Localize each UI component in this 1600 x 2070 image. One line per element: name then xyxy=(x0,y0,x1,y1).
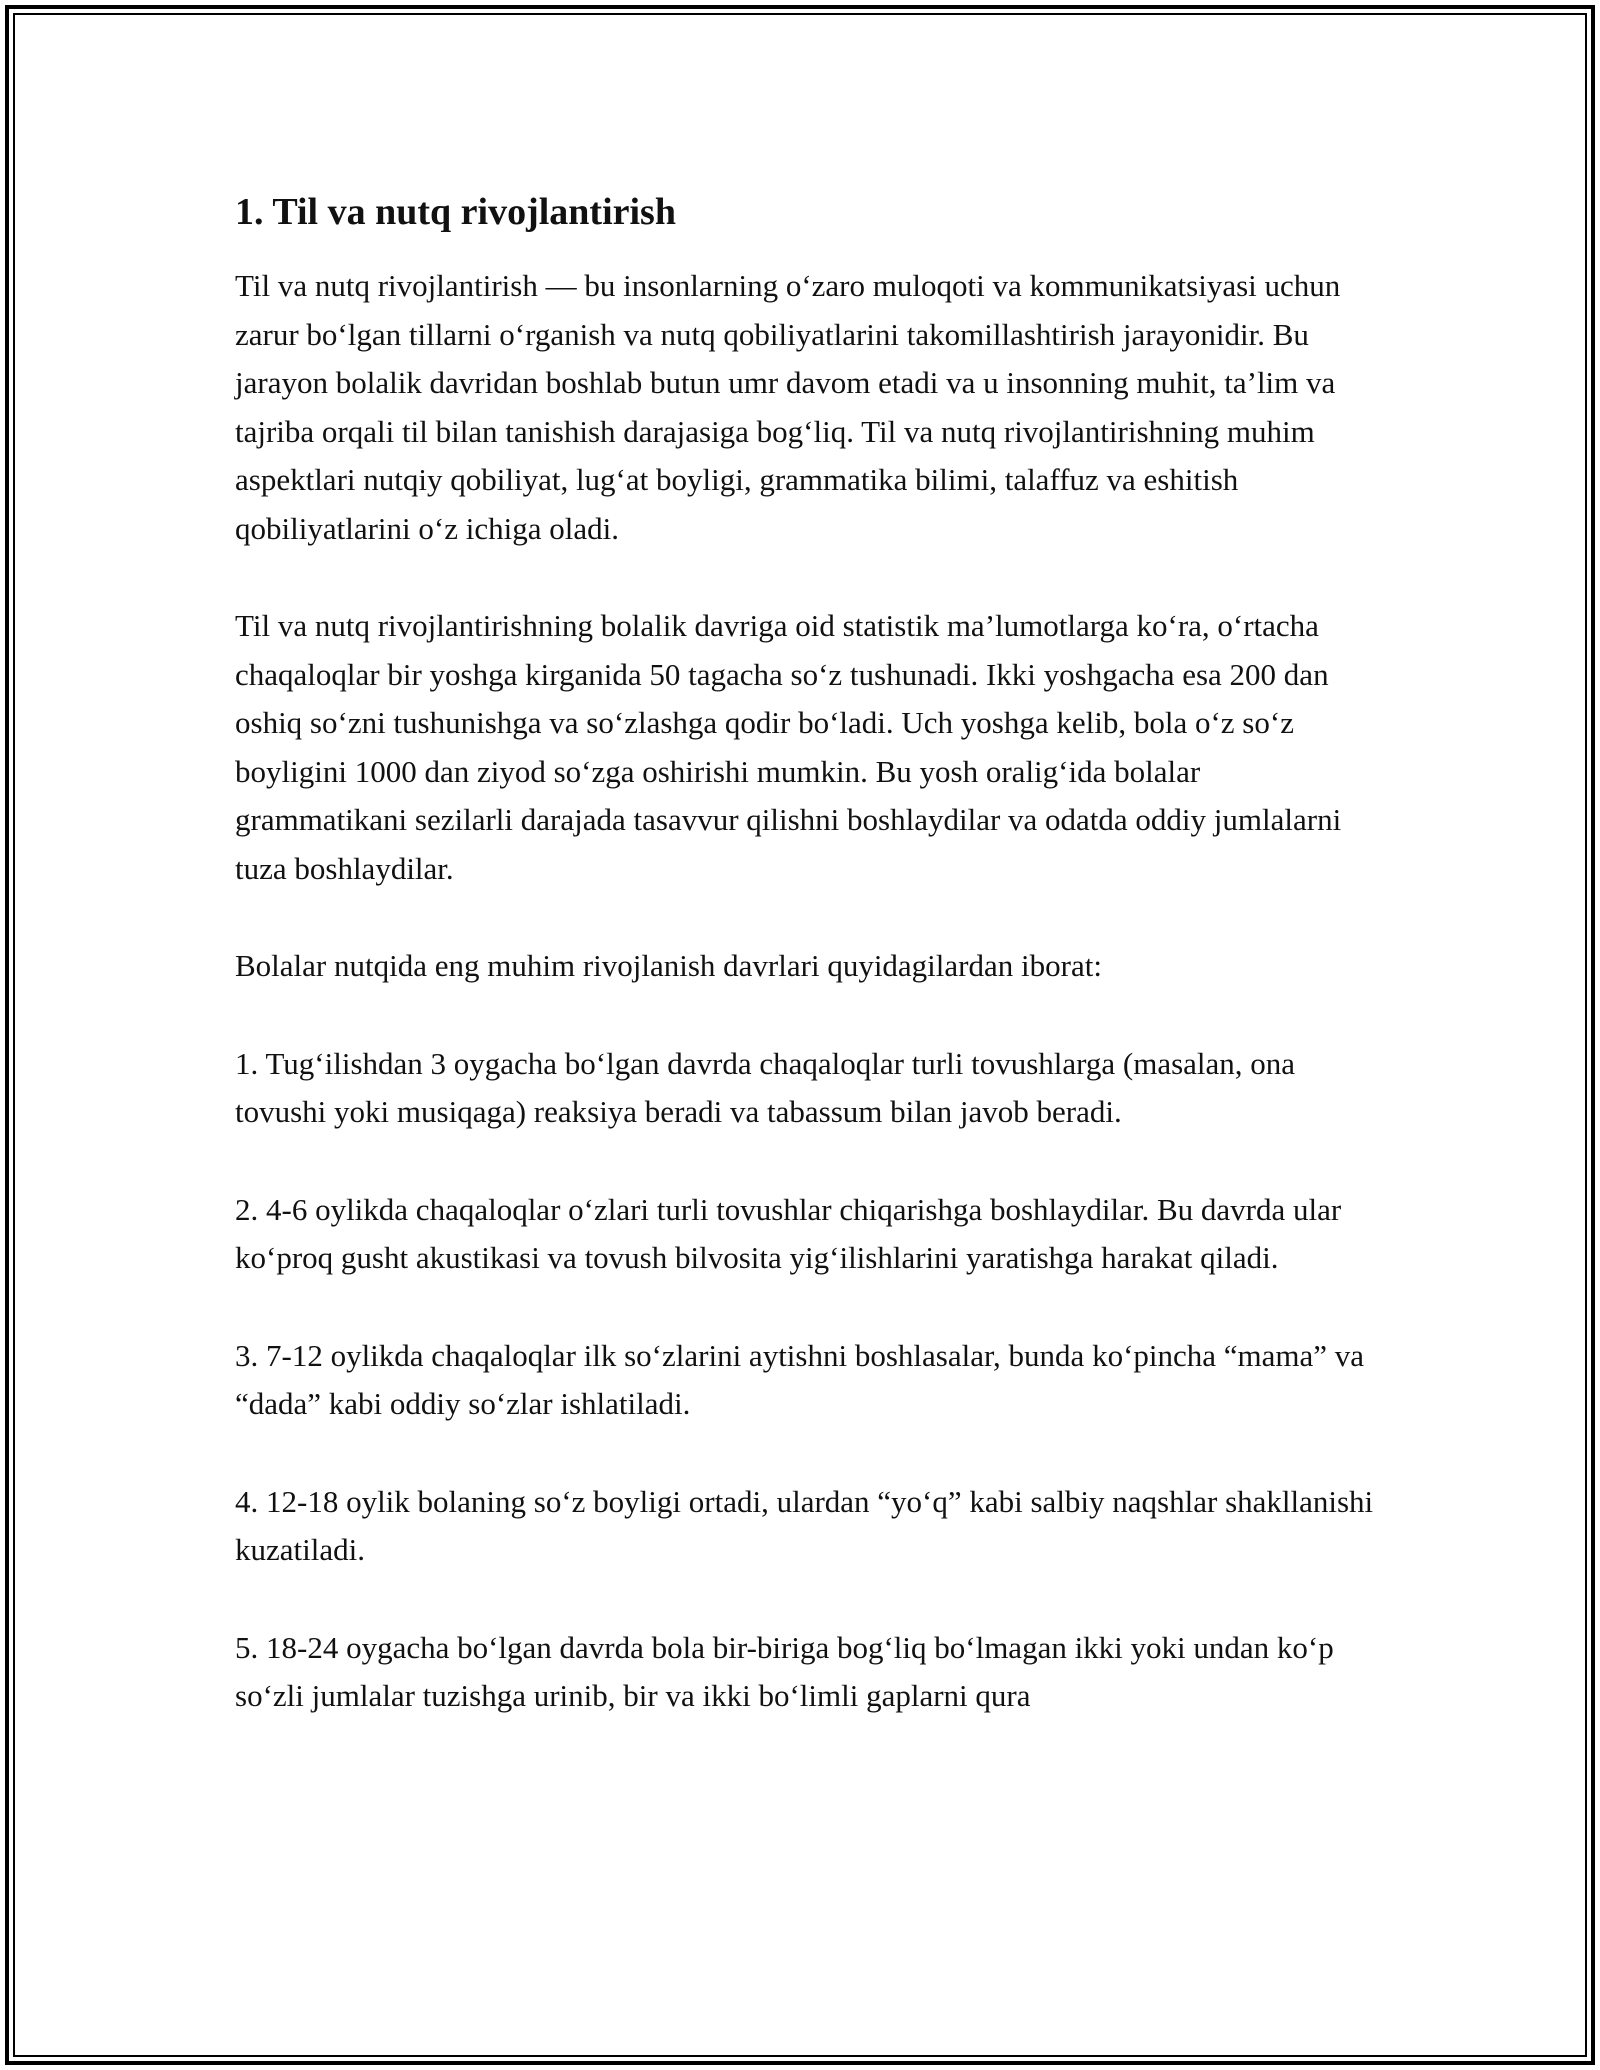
list-item-stage-4: 4. 12-18 oylik bolaning so‘z boyligi ortadi, ulardan “yo‘q” kabi salbiy naqshlar shakllanishi kuzatiladi. xyxy=(235,1483,1374,1567)
list-item-stage-3: 3. 7-12 oylikda chaqaloqlar ilk so‘zlarini aytishni boshlasalar, bunda ko‘pincha “mama” va “dada” kabi oddiy so‘zlar ishlatiladi. xyxy=(235,1337,1365,1421)
list-item-stage-2: 2. 4-6 oylikda chaqaloqlar o‘zlari turli tovushlar chiqarishga boshlaydilar. Bu davrda ular ko‘proq gusht akustikasi va tovush bilvosita yig‘ilishlarini yaratishga harakat qiladi. xyxy=(235,1191,1342,1275)
list-item-stage-5: 5. 18-24 oygacha bo‘lgan davrda bola bir-biriga bog‘liq bo‘lmagan ikki yoki undan ko‘p so‘zli jumlalar tuzishga urinib, bir va ikki bo‘limli gaplarni qura xyxy=(235,1629,1334,1713)
section-heading: 1. Til va nutq rivojlantirish xyxy=(235,191,676,233)
paragraph-statistics: Til va nutq rivojlantirishning bolalik davriga oid statistik ma’lumotlarga ko‘ra, o‘rtacha chaqaloqlar bir yoshga kirganida 50 tagacha so‘z tushunadi. Ikki yoshgacha esa 200 dan oshiq so‘zni tushunishga va so‘zlashga qodir bo‘ladi. Uch yoshga kelib, bola o‘z so‘z boyligini 1000 dan ziyod so‘zga oshirishi mumkin. Bu yosh oralig‘ida bolalar grammatikani sezilarli darajada tasavvur qilishni boshlaydilar va odatda oddiy jumlalarni tuza boshlaydilar. xyxy=(235,608,1342,886)
document-body xyxy=(235,188,1375,1721)
paragraph-intro: Til va nutq rivojlantirish — bu insonlarning o‘zaro muloqoti va kommunikatsiyasi uchun zarur bo‘lgan tillarni o‘rganish va nutq qobiliyatlarini takomillashtirish jarayonidir. Bu jarayon bolalik davridan boshlab butun umr davom etadi va u insonning muhit, ta’lim va tajriba orqali til bilan tanishish darajasiga bog‘liq. Til va nutq rivojlantirishning muhim aspektlari nutqiy qobiliyat, lug‘at boyligi, grammatika bilimi, talaffuz va eshitish qobiliyatlarini o‘z ichiga oladi. xyxy=(235,268,1341,546)
paragraph-list-intro: Bolalar nutqida eng muhim rivojlanish davrlari quyidagilardan iborat: xyxy=(235,948,1102,983)
list-item-stage-1: 1. Tug‘ilishdan 3 oygacha bo‘lgan davrda chaqaloqlar turli tovushlarga (masalan, ona tovushi yoki musiqaga) reaksiya beradi va tabassum bilan javob beradi. xyxy=(235,1045,1296,1129)
